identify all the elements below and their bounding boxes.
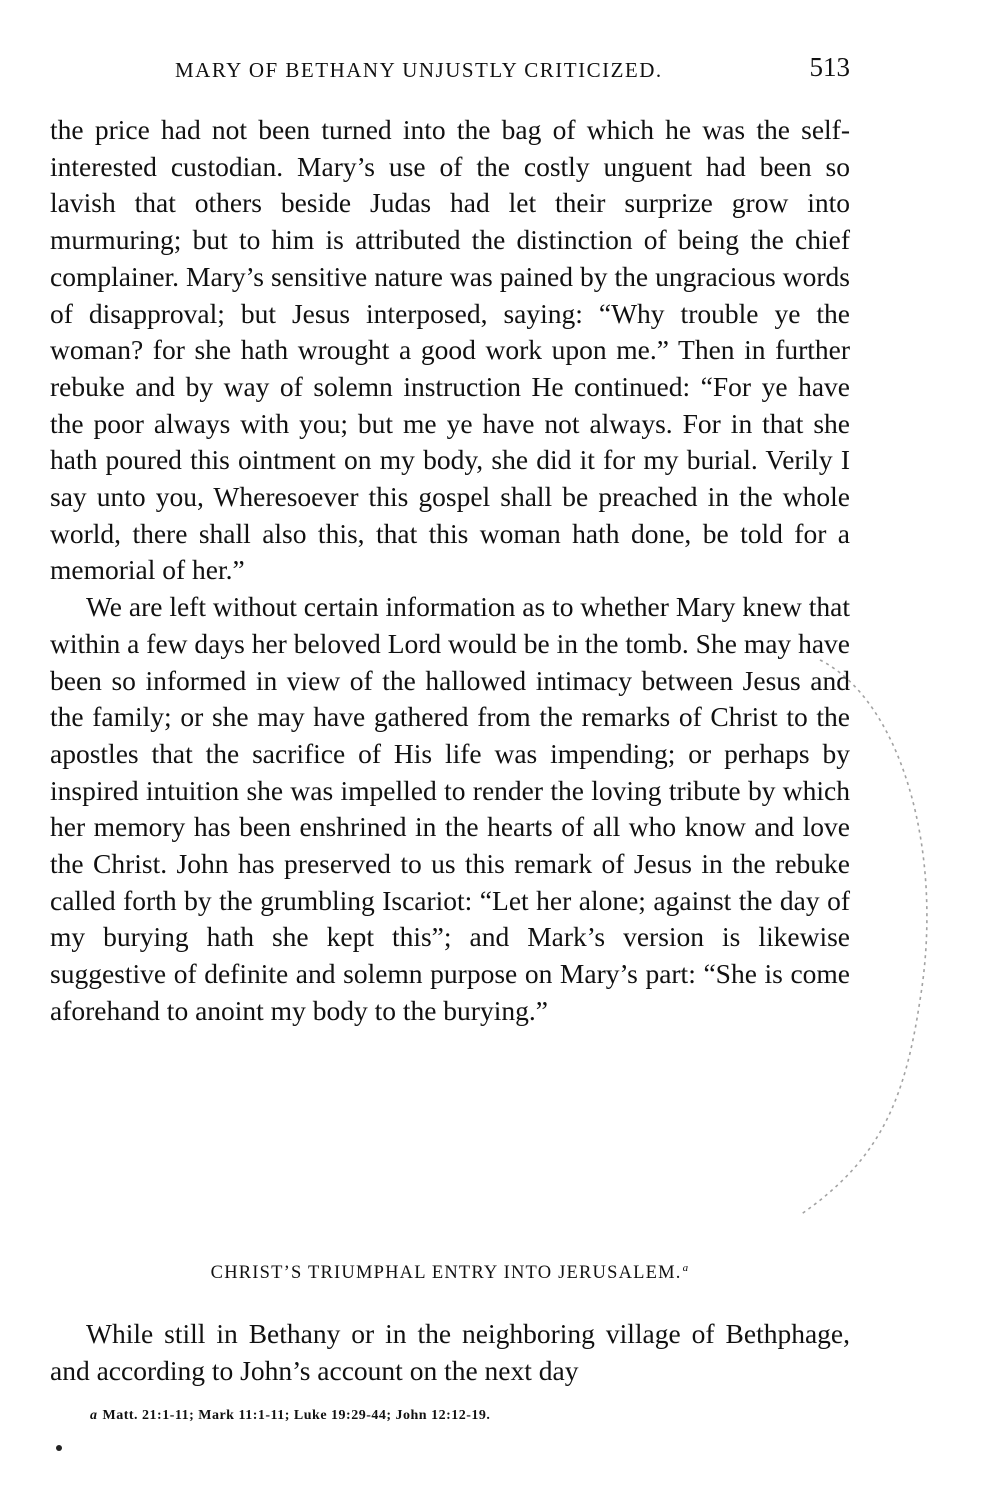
footnote-text: Matt. 21:1-11; Mark 11:1-11; Luke 19:29-44; John 12:12-19. [102,1408,491,1423]
footnote [90,1408,490,1424]
paragraph-3: While still in Bethany or in the neighboring village of Bethphage, and according to John’s account on the next day [50,1318,850,1386]
main-text [50,112,850,1030]
paragraph-2: We are left without certain information as to whether Mary knew that within a few days her beloved Lord would be in the tomb. She may have been so informed in view of the hallowed intimacy between Jesus and the family; or she may have gathered from the remarks of Christ to the apostles that the sacrifice of His life was impending; or perhaps by inspired intuition she was impelled to render the loving tribute by which her memory has been enshrined in the hearts of all who know and love the Christ. John has preserved to us this remark of Jesus in the rebuke called forth by the grumbling Iscariot: “Let her alone; against the day of my burying hath she kept this”; and Mark’s version is likewise suggestive of definite and solemn purpose on Mary’s part: “She is come aforehand to anoint my body to the burying.” [50,591,850,1026]
running-head: MARY OF BETHANY UNJUSTLY CRITICIZED. [175,58,663,82]
stray-dot [56,1445,62,1451]
paragraph-1: the price had not been turned into the bag of which he was the self-interested custodian. Mary’s use of the costly unguent had been so lavish that others beside Judas had let their surprize grow into murmuring; but to him is attributed the distinction of being the chief complainer. Mary’s sensitive nature was pained by the ungracious words of disapproval; but Jesus interposed, saying: “Why trouble ye the woman? for she hath wrought a good work upon me.” Then in further rebuke and by way of solemn instruction He continued: “For ye have the poor always with you; but me ye have not always. For in that she hath poured this ointment on my body, she did it for my burial. Verily I say unto you, Wheresoever this gospel shall be preached in the whole world, there shall also this, that this woman hath done, be told for a memorial of her.” [50,114,850,586]
page-header [50,52,850,92]
section-heading [50,1262,850,1284]
footnote-marker: a [90,1408,98,1423]
page-number: 513 [809,52,850,82]
section-heading-text: CHRIST’S TRIUMPHAL ENTRY INTO JERUSALEM. [210,1263,682,1284]
section-text [50,1316,850,1389]
footnote-reference: a [682,1262,690,1274]
